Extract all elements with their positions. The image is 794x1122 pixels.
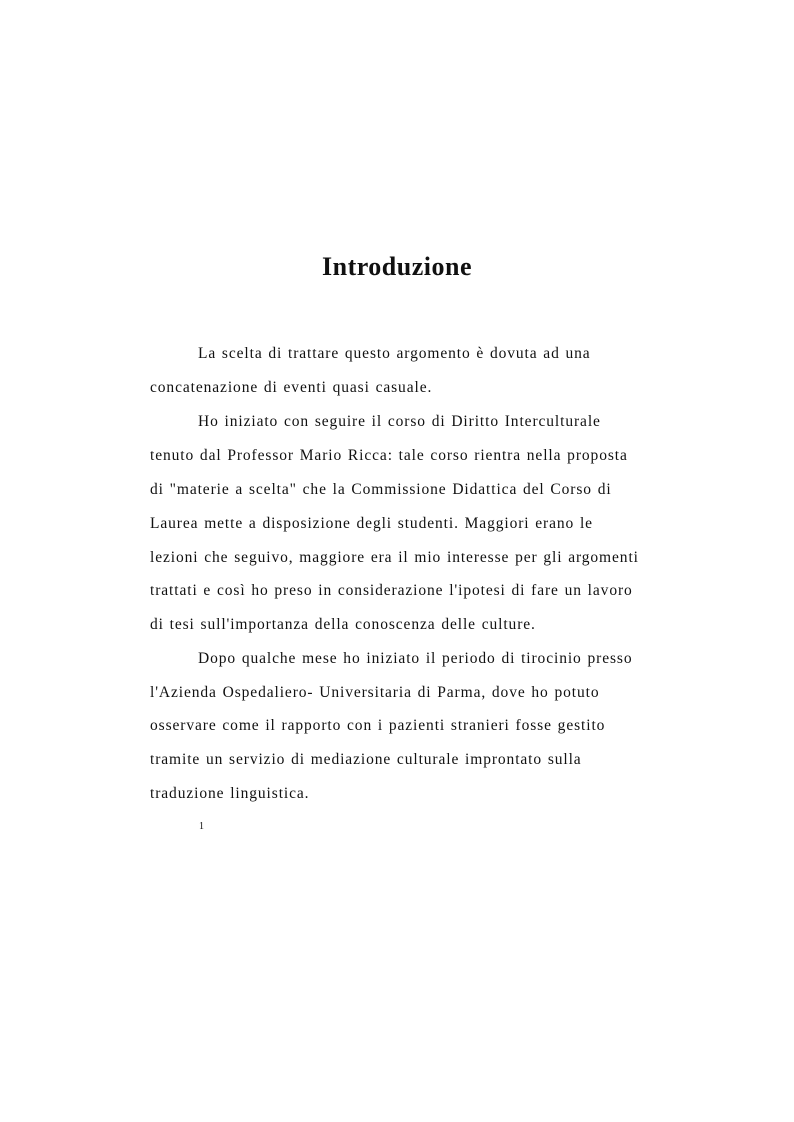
- paragraph-2-line-3: di "materie a scelta" che la Commissione Didattica del Corso di: [150, 481, 612, 498]
- paragraph-3-line-5: traduzione linguistica.: [150, 785, 310, 802]
- paragraph-2-line-2: tenuto dal Professor Mario Ricca: tale corso rientra nella proposta: [150, 447, 628, 464]
- paragraph-2-line-6: trattati e così ho preso in considerazione l'ipotesi di fare un lavoro: [150, 582, 633, 599]
- paragraph-3-line-4: tramite un servizio di mediazione culturale improntato sulla: [150, 751, 582, 768]
- paragraph-3-line-3: osservare come il rapporto con i pazienti stranieri fosse gestito: [150, 717, 606, 734]
- paragraph-2-line-5: lezioni che seguivo, maggiore era il mio interesse per gli argomenti: [150, 549, 639, 566]
- paragraph-2-line-1: Ho iniziato con seguire il corso di Diritto Interculturale: [198, 413, 601, 430]
- paragraph-3-line-1: Dopo qualche mese ho iniziato il periodo di tirocinio presso: [198, 650, 633, 667]
- page-title: Introduzione: [322, 252, 472, 281]
- paragraph-1-line-1: La scelta di trattare questo argomento è dovuta ad una: [198, 345, 591, 362]
- footnote-marker: 1: [199, 821, 204, 832]
- paragraph-2-line-4: Laurea mette a disposizione degli studenti. Maggiori erano le: [150, 515, 593, 532]
- paragraph-2-line-7: di tesi sull'importanza della conoscenza delle culture.: [150, 616, 536, 633]
- paragraph-1-line-2: concatenazione di eventi quasi casuale.: [150, 379, 433, 396]
- paragraph-3-line-2: l'Azienda Ospedaliero- Universitaria di Parma, dove ho potuto: [150, 684, 600, 701]
